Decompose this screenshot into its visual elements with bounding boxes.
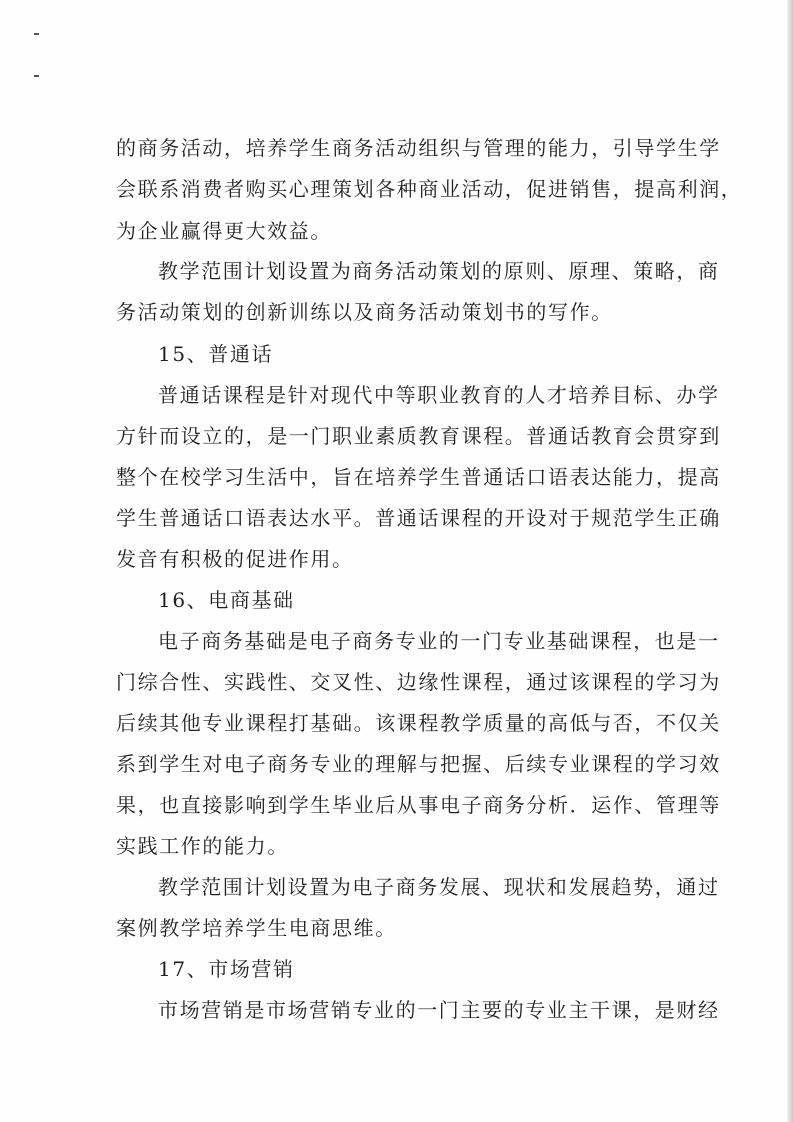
paragraph-first-line: 普通话课程是针对现代中等职业教育的人才培养目标、办学	[158, 383, 720, 407]
binding-mark	[34, 33, 39, 35]
section-heading: 15、普通话	[158, 342, 274, 366]
text-line: 实践工作的能力。	[116, 834, 289, 858]
text-line: 果，也直接影响到学生毕业后从事电子商务分析．运作、管理等	[116, 793, 721, 817]
text-line: 门综合性、实践性、交叉性、边缘性课程，通过该课程的学习为	[116, 670, 721, 694]
section-heading: 16、电商基础	[158, 588, 295, 612]
text-line: 的商务活动，培养学生商务活动组织与管理的能力，引导学生学	[116, 136, 721, 160]
binding-mark	[34, 75, 39, 77]
text-line: 会联系消费者购买心理策划各种商业活动，促进销售，提高利润，	[116, 177, 743, 201]
section-heading: 17、市场营销	[158, 957, 295, 981]
paragraph-first-line: 教学范围计划设置为商务活动策划的原则、原理、策略，商	[158, 259, 720, 283]
text-line: 后续其他专业课程打基础。该课程教学质量的高低与否，不仅关	[116, 711, 721, 735]
text-line: 方针而设立的，是一门职业素质教育课程。普通话教育会贯穿到	[116, 424, 721, 448]
text-line: 整个在校学习生活中，旨在培养学生普通话口语表达能力，提高	[116, 465, 721, 489]
paragraph-first-line: 电子商务基础是电子商务专业的一门专业基础课程，也是一	[158, 629, 720, 653]
text-line: 为企业赢得更大效益。	[116, 219, 332, 243]
text-line: 案例教学培养学生电商思维。	[116, 916, 397, 940]
text-line: 务活动策划的创新训练以及商务活动策划书的写作。	[116, 300, 613, 324]
scan-edge-shadow	[787, 0, 793, 1122]
text-line: 学生普通话口语表达水平。普通话课程的开设对于规范学生正确	[116, 506, 721, 530]
paragraph-first-line: 教学范围计划设置为电子商务发展、现状和发展趋势，通过	[158, 875, 720, 899]
text-line: 系到学生对电子商务专业的理解与把握、后续专业课程的学习效	[116, 752, 721, 776]
paragraph-first-line: 市场营销是市场营销专业的一门主要的专业主干课，是财经	[158, 998, 720, 1022]
text-line: 发音有积极的促进作用。	[116, 547, 354, 571]
